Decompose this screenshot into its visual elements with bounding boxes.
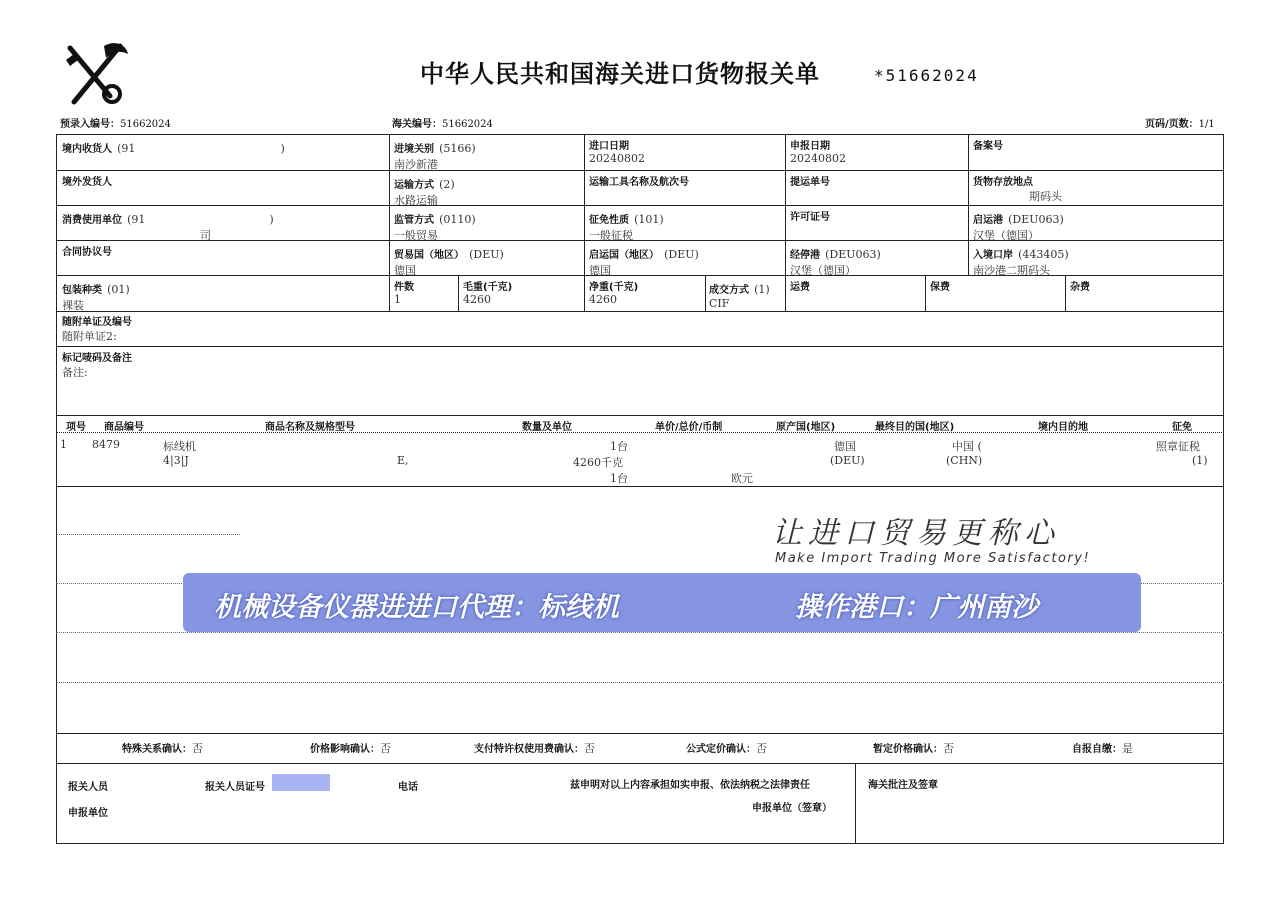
row-spec-tail: E, xyxy=(397,454,409,467)
banner-right-text: 操作港口：广州南沙 xyxy=(795,592,1038,623)
consignee-cell xyxy=(62,137,285,156)
transport-mode-code: (2) xyxy=(439,178,455,191)
import-date-label: 进口日期 xyxy=(589,141,629,152)
pieces-cell xyxy=(394,278,414,306)
documents-cell xyxy=(62,313,132,344)
levy-code: (101) xyxy=(634,213,664,226)
confirm-special-value: 否 xyxy=(192,742,203,755)
legal-statement: 兹申明对以上内容承担如实申报、依法纳税之法律责任 xyxy=(570,780,810,791)
consignor-label: 境外发货人 xyxy=(62,177,112,188)
bill-no-label: 提运单号 xyxy=(790,177,830,188)
col-name-spec: 商品名称及规格型号 xyxy=(265,422,355,433)
confirm-price-value: 否 xyxy=(380,742,391,755)
confirm-price xyxy=(310,740,391,756)
consumer-label: 消费使用单位 xyxy=(62,215,122,226)
consumer-cell xyxy=(62,208,274,243)
row-levy-code: (1) xyxy=(1192,454,1208,467)
row-no: 1 xyxy=(60,438,67,451)
misc-cell xyxy=(1070,278,1090,293)
phone-label: 电话 xyxy=(398,782,418,793)
page-label: 页码/页数： xyxy=(1145,119,1199,130)
supervision-code: (0110) xyxy=(439,213,476,226)
confirm-royalty-value: 否 xyxy=(584,742,595,755)
col-hs-code: 商品编号 xyxy=(104,422,144,433)
confirm-formula xyxy=(686,740,767,756)
record-no-cell xyxy=(973,137,1003,152)
row-name: 标线机 xyxy=(163,440,196,453)
import-date-value: 20240802 xyxy=(589,152,645,165)
declare-date-cell xyxy=(790,137,846,165)
consignee-close: ) xyxy=(280,142,285,155)
confirm-special xyxy=(122,740,203,756)
row-levy: 照章征税 xyxy=(1156,440,1200,453)
banner-left-text: 机械设备仪器进进口代理：标线机 xyxy=(214,592,619,623)
contract-cell xyxy=(62,243,112,258)
page-title: 中华人民共和国海关进口货物报关单 xyxy=(420,60,820,88)
barcode-text: *51662024 xyxy=(874,66,979,85)
row-dest-code: (CHN) xyxy=(946,454,983,467)
levy-cell xyxy=(589,208,664,243)
net-weight-label: 净重(千克) xyxy=(589,282,639,293)
consignee-code: (91 xyxy=(117,142,136,155)
marks-label: 标记唛码及备注 xyxy=(62,353,132,364)
entry-port-cell xyxy=(973,243,1069,278)
page-count xyxy=(1145,115,1215,130)
row-spec: 4|3|J xyxy=(163,454,189,467)
gross-weight-cell xyxy=(463,278,512,306)
freight-label: 运费 xyxy=(790,282,810,293)
levy-label: 征免性质 xyxy=(589,215,629,226)
package-type-label: 包装种类 xyxy=(62,285,102,296)
confirm-provisional xyxy=(873,740,954,756)
license-cell xyxy=(790,208,830,223)
broker-label: 报关人员 xyxy=(68,782,108,793)
transit-port-code: (DEU063) xyxy=(825,248,881,261)
page-value: 1/1 xyxy=(1198,119,1215,130)
transit-port-cell xyxy=(790,243,881,278)
gross-weight-label: 毛重(千克) xyxy=(463,282,513,293)
supervision-cell xyxy=(394,208,476,243)
confirm-royalty-label: 支付特许权使用费确认： xyxy=(474,744,584,755)
confirm-self-pay xyxy=(1072,740,1133,756)
col-levy: 征免 xyxy=(1172,422,1192,433)
confirm-royalty xyxy=(474,740,595,756)
declare-date-value: 20240802 xyxy=(790,152,846,165)
trade-country-cell xyxy=(394,243,504,278)
vessel-label: 运输工具名称及航次号 xyxy=(589,177,689,188)
contract-label: 合同协议号 xyxy=(62,247,112,258)
transport-mode-label: 运输方式 xyxy=(394,180,434,191)
documents-value: 随附单证2: xyxy=(62,330,117,343)
storage-cell xyxy=(973,173,1062,204)
row-origin: 德国 xyxy=(834,440,856,453)
row-origin-code: (DEU) xyxy=(830,454,865,467)
col-item-no: 项号 xyxy=(66,422,86,433)
consumer-code: (91 xyxy=(127,213,146,226)
entry-customs-cell xyxy=(394,137,476,172)
levy-value: 一般征税 xyxy=(589,229,633,242)
transport-mode-cell xyxy=(394,173,455,208)
origin-country-cell xyxy=(589,243,699,278)
watermark-script: 让进口贸易更称心 xyxy=(772,516,1060,551)
documents-label: 随附单证及编号 xyxy=(62,317,132,328)
deal-mode-label: 成交方式 xyxy=(709,285,749,296)
prerecord-label: 预录入编号： xyxy=(60,119,120,130)
consumer-value: 司 xyxy=(200,229,211,242)
confirm-provisional-value: 否 xyxy=(943,742,954,755)
vessel-cell xyxy=(589,173,689,188)
declare-unit-label: 申报单位 xyxy=(68,808,108,819)
transit-port-value: 汉堡（德国） xyxy=(790,264,856,277)
col-domestic-dest: 境内目的地 xyxy=(1038,422,1088,433)
declare-seal-label: 申报单位（签章） xyxy=(752,803,832,814)
customs-number xyxy=(392,115,493,130)
marks-value: 备注: xyxy=(62,366,88,379)
consignee-label: 境内收货人 xyxy=(62,144,112,155)
row-qty3: 1台 xyxy=(610,472,628,485)
net-weight-cell xyxy=(589,278,638,306)
deal-mode-cell xyxy=(709,278,770,310)
declare-date-label: 申报日期 xyxy=(790,141,830,152)
customs-label: 海关编号： xyxy=(392,119,442,130)
license-label: 许可证号 xyxy=(790,212,830,223)
entry-customs-value: 南沙新港 xyxy=(394,158,438,171)
supervision-label: 监管方式 xyxy=(394,215,434,226)
confirm-self-pay-value: 是 xyxy=(1122,742,1133,755)
row-dest: 中国 ( xyxy=(952,440,982,453)
origin-country-code: (DEU) xyxy=(664,248,699,261)
pieces-value: 1 xyxy=(394,293,401,306)
pieces-label: 件数 xyxy=(394,282,414,293)
entry-port-label: 入境口岸 xyxy=(973,250,1013,261)
supervision-value: 一般贸易 xyxy=(394,229,438,242)
insurance-cell xyxy=(930,278,950,293)
transport-mode-value: 水路运输 xyxy=(394,194,438,207)
transit-port-label: 经停港 xyxy=(790,250,820,261)
customs-approval-label: 海关批注及签章 xyxy=(868,780,938,791)
row-qty2: 4260千克 xyxy=(573,456,623,469)
entry-port-code: (443405) xyxy=(1018,248,1069,261)
confirm-self-pay-label: 自报自缴： xyxy=(1072,744,1122,755)
trade-country-code: (DEU) xyxy=(469,248,504,261)
freight-cell xyxy=(790,278,810,293)
broker-id-label: 报关人员证号 xyxy=(205,782,265,793)
col-price: 单价/总价/币制 xyxy=(655,422,723,433)
row-currency: 欧元 xyxy=(731,472,753,485)
entry-port-value: 南沙港二期码头 xyxy=(973,264,1050,277)
confirm-special-label: 特殊关系确认： xyxy=(122,744,192,755)
prerecord-number xyxy=(60,115,171,130)
gross-weight-value: 4260 xyxy=(463,293,491,306)
marks-cell xyxy=(62,349,132,380)
deal-mode-value: CIF xyxy=(709,297,730,310)
origin-country-value: 德国 xyxy=(589,264,611,277)
package-type-cell xyxy=(62,278,130,313)
deal-mode-code: (1) xyxy=(754,283,770,296)
net-weight-value: 4260 xyxy=(589,293,617,306)
entry-customs-code: (5166) xyxy=(439,142,476,155)
storage-label: 货物存放地点 xyxy=(973,177,1033,188)
misc-label: 杂费 xyxy=(1070,282,1090,293)
customs-emblem-icon xyxy=(60,40,130,108)
customs-value: 51662024 xyxy=(442,119,493,130)
storage-value: 期码头 xyxy=(1029,190,1062,203)
entry-customs-label: 进境关别 xyxy=(394,144,434,155)
col-quantity: 数量及单位 xyxy=(522,422,572,433)
departure-port-value: 汉堡（德国） xyxy=(973,229,1039,242)
origin-country-label: 启运国（地区） xyxy=(589,250,659,261)
trade-country-label: 贸易国（地区） xyxy=(394,250,464,261)
package-type-code: (01) xyxy=(107,283,130,296)
confirm-formula-value: 否 xyxy=(756,742,767,755)
package-type-value: 裸装 xyxy=(62,299,84,312)
row-hs: 8479 xyxy=(92,438,120,451)
insurance-label: 保费 xyxy=(930,282,950,293)
confirm-formula-label: 公式定价确认： xyxy=(686,744,756,755)
redacted-block xyxy=(272,774,330,791)
prerecord-value: 51662024 xyxy=(120,119,171,130)
departure-port-cell xyxy=(973,208,1064,243)
trade-country-value: 德国 xyxy=(394,264,416,277)
row-qty1: 1台 xyxy=(610,440,628,453)
watermark-slogan: Make Import Trading More Satisfactory! xyxy=(775,551,1091,566)
departure-port-code: (DEU063) xyxy=(1008,213,1064,226)
import-date-cell xyxy=(589,137,645,165)
col-origin: 原产国(地区) xyxy=(776,422,836,433)
confirm-provisional-label: 暂定价格确认： xyxy=(873,744,943,755)
departure-port-label: 启运港 xyxy=(973,215,1003,226)
consignor-cell xyxy=(62,173,112,188)
col-final-dest: 最终目的国(地区) xyxy=(875,422,955,433)
bill-no-cell xyxy=(790,173,830,188)
confirm-price-label: 价格影响确认： xyxy=(310,744,380,755)
consumer-close: ) xyxy=(269,213,274,226)
record-no-label: 备案号 xyxy=(973,141,1003,152)
